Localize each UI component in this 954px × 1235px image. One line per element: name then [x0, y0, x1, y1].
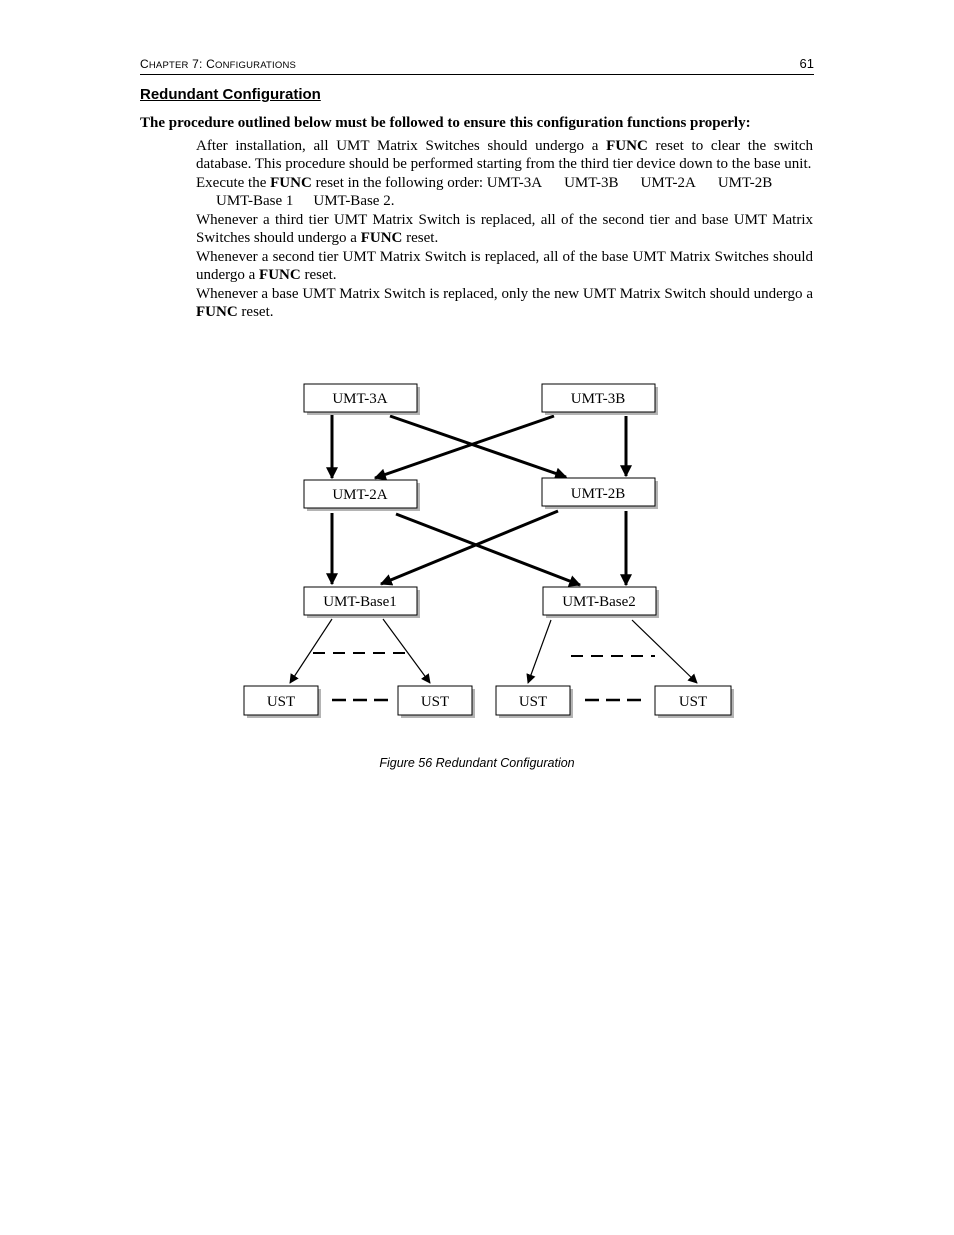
step-5: Whenever a base UMT Matrix Switch is replaced, only the new UMT Matrix Switch should undergo a FUNC reset. [196, 285, 813, 320]
step-3: Whenever a third tier UMT Matrix Switch is replaced, all of the second tier and base UMT Matrix Switches should undergo a FUNC reset. [196, 211, 813, 247]
link-3a-2b [390, 416, 566, 477]
node-ust-2 [398, 686, 475, 718]
svg-text:UMT-Base1: UMT-Base1 [323, 594, 397, 610]
step-2: Execute the FUNC reset in the following order: UMT-3A UMT-3B UMT-2A UMT-2B UMT-Base 1 UMT-Base 2. [196, 174, 773, 210]
svg-text:UST: UST [266, 694, 296, 710]
node-umt-3a [304, 384, 420, 415]
link-base2-ust4 [632, 620, 697, 683]
svg-text:UST: UST [518, 694, 548, 710]
node-ust-4 [655, 686, 734, 718]
svg-text:UMT-3A: UMT-3A [332, 391, 388, 407]
page-number: 61 [799, 56, 814, 71]
svg-text:UMT-2B: UMT-2B [570, 486, 626, 502]
node-umt-base2 [543, 587, 659, 618]
svg-text:UMT-3B: UMT-3B [570, 391, 626, 407]
order-item: UMT-Base 1 [216, 193, 294, 210]
link-base2-ust3 [528, 620, 551, 683]
intro-text: The procedure outlined below must be followed to ensure this configuration functions properly: [140, 115, 751, 131]
svg-text:UST: UST [420, 694, 450, 710]
link-2a-base2 [396, 514, 580, 585]
svg-text:UST: UST [678, 694, 708, 710]
order-item: UMT-2A [640, 174, 696, 191]
node-umt-2b [542, 478, 658, 509]
order-item: UMT-Base 2. [313, 193, 395, 210]
order-item: UMT-2B [717, 174, 773, 191]
figure-caption: Figure 56 Redundant Configuration [379, 756, 575, 770]
link-2b-base1 [381, 511, 558, 584]
node-ust-3 [496, 686, 573, 718]
order-item: UMT-3B [564, 174, 619, 191]
chapter-title: CHAPTER 7: CONFIGURATIONS [140, 57, 297, 71]
svg-text:UMT-2A: UMT-2A [332, 487, 388, 503]
step-4: Whenever a second tier UMT Matrix Switch is replaced, all of the base UMT Matrix Switches should undergo a FUNC reset. [196, 248, 813, 283]
section-heading: Redundant Configuration [140, 86, 321, 103]
node-ust-1 [244, 686, 321, 718]
order-item: UMT-3A [486, 174, 543, 191]
link-3b-2a [375, 416, 554, 478]
link-base1-ust1 [290, 619, 332, 683]
svg-text:UMT-Base2: UMT-Base2 [562, 594, 636, 610]
node-umt-2a [304, 480, 420, 511]
step-1: After installation, all UMT Matrix Switches should undergo a FUNC reset to clear the switch database. This procedure should be performed starting from the third tier device down to the base unit. [196, 138, 813, 173]
node-umt-base1 [304, 587, 420, 618]
node-umt-3b [542, 384, 658, 415]
link-base1-ust2 [383, 619, 430, 683]
